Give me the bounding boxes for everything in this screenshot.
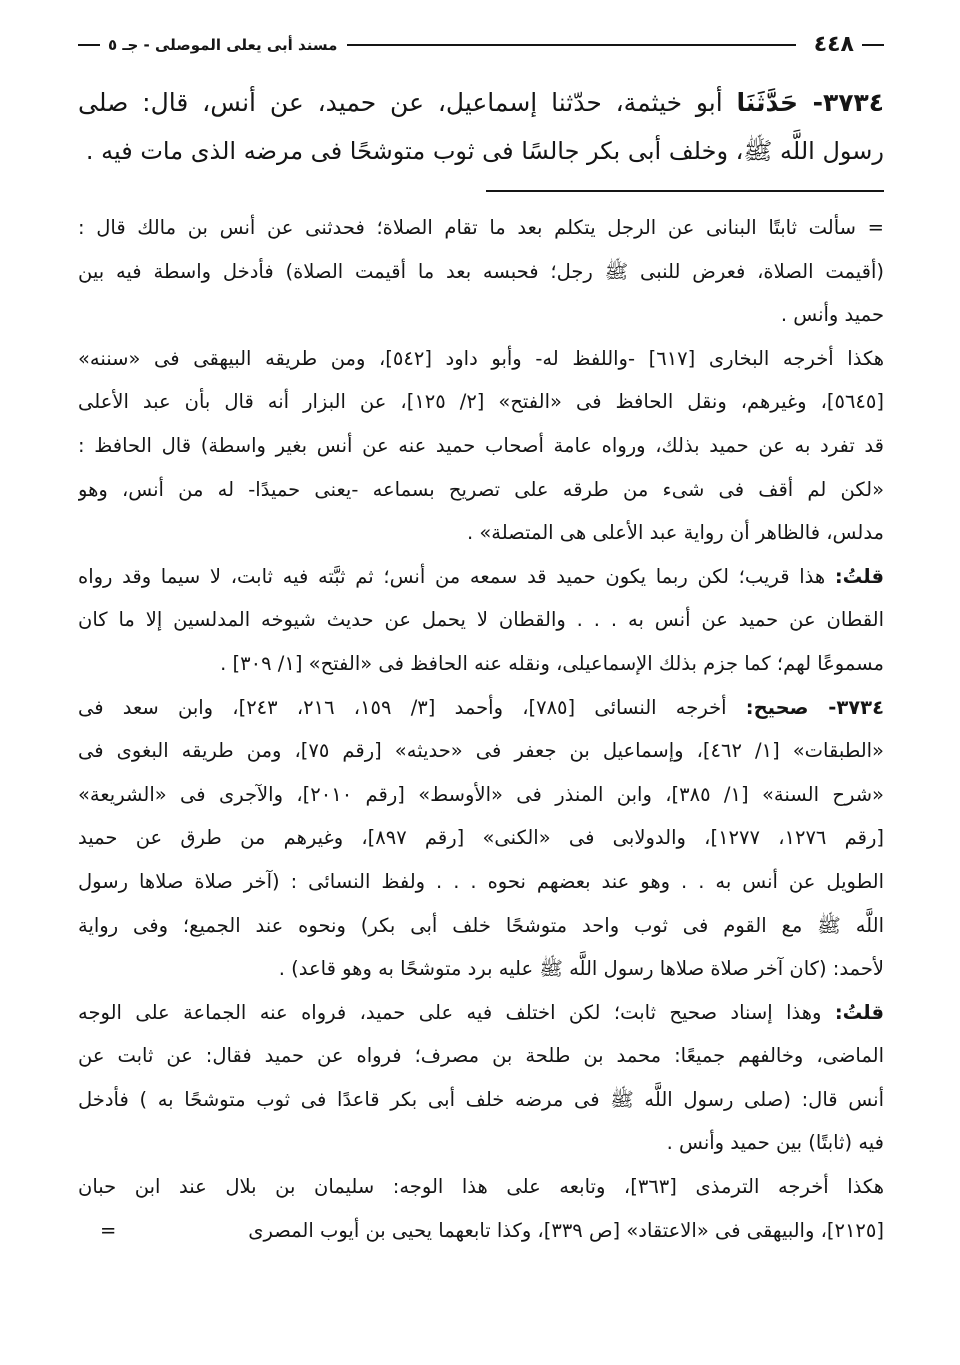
footnote-line-text: هكذا أخرجه الترمذى [٣٦٣]، وتابعه على هذا الوجه: سليمان بن بلال عند ابن حبان xyxy=(78,1175,884,1199)
footnote-line-text: وهذا إسناد صحيح ثابت؛ لكن اختلف فيه على حميد، فرواه عنه الجماعة على الوجه xyxy=(78,1000,835,1024)
hadith-grade-label: ٣٧٣٤- صحيح: xyxy=(745,695,884,719)
footnote-line-text: الماضى، وخالفهم جميعًا: محمد بن طلحة بن مصرف؛ فرواه عن حميد فقال: عن ثابت عن xyxy=(78,1044,884,1068)
continuation-mark: = xyxy=(100,1218,117,1242)
footnote-line xyxy=(78,773,884,817)
footnote-line xyxy=(78,468,884,512)
footnote-line xyxy=(78,293,884,337)
footnote-separator xyxy=(486,190,884,192)
hadith-line-text: رسول اللَّه ﷺ، وخلف أبى بكر جالسًا فى ثوب متوشحًا فى مرضه الذى مات فيه . xyxy=(85,137,884,165)
footnote-line-text: حميد وأنس . xyxy=(780,303,884,327)
footnote-line xyxy=(78,1209,884,1253)
page-number: ٤٤٨ xyxy=(813,32,854,57)
hadith-line-text: أبو خيثمة، حدّثنا إسماعيل، عن حميد، عن أنس، قال: صلى xyxy=(78,88,737,117)
hadith-line xyxy=(78,78,884,127)
hadith-line xyxy=(78,127,884,176)
footnote-line-text: «الطبقات» [١/ ٤٦٢]، وإسماعيل بن جعفر فى «حديثه» [رقم ٧٥]، ومن طريقه البغوى فى xyxy=(78,739,884,763)
footnote-line-text: هكذا أخرجه البخارى [٦١٧] -واللفظ له- وأبو داود [٥٤٢]، ومن طريقه البيهقى فى «سننه» xyxy=(78,346,884,370)
footnote-line xyxy=(78,511,884,555)
hadith-number-lead: ٣٧٣٤- حَدَّثَنَا xyxy=(736,88,884,117)
footnote-line-text: مسموعًا لهم؛ كما جزم بذلك الإسماعيلى، ونقله عنه الحافظ فى «الفتح» [١/ ٣٠٩] . xyxy=(220,651,884,675)
footnote-line xyxy=(78,860,884,904)
footnote-line-text: (أقيمت الصلاة، فعرض للنبى ﷺ رجل؛ فحبسه بعد ما أقيمت الصلاة) فأدخل واسطة فيه بين xyxy=(78,259,884,283)
header-dash-right xyxy=(862,44,884,46)
footnote-line-text: مدلس، فالظاهر أن رواية عبد الأعلى هى المتصلة» . xyxy=(466,521,884,545)
footnotes xyxy=(78,206,884,1252)
hadith-text xyxy=(78,78,884,176)
running-title: مسند أبى يعلى الموصلى - جـ ٥ xyxy=(108,36,338,54)
footnote-line-text: أنس قال: (صلى رسول اللَّه ﷺ فى مرضه خلف أبى بكر قاعدًا فى ثوب متوشحًا به ) فأدخل xyxy=(78,1087,884,1111)
footnote-line xyxy=(78,904,884,948)
footnote-line xyxy=(78,555,884,599)
footnote-line xyxy=(78,424,884,468)
footnote-line xyxy=(78,1165,884,1209)
footnote-line-text: هذا قريب؛ لكن ربما يكون حميد قد سمعه من أنس؛ ثم ثبَّته فيه ثابت، لا سيما وقد رواه xyxy=(78,564,835,588)
footnote-line xyxy=(78,1121,884,1165)
header-dash-left xyxy=(78,44,100,46)
header-rule xyxy=(347,44,795,46)
footnote-line xyxy=(78,642,884,686)
footnote-line xyxy=(78,991,884,1035)
footnote-line xyxy=(78,686,884,730)
footnote-line-text: لأحمد: (كان آخر صلاة صلاها رسول اللَّه ﷺ عليه برد متوشحًا به وهو قاعد) . xyxy=(278,957,884,981)
footnote-line-text: أخرجه النسائى [٧٨٥]، وأحمد [٣/ ١٥٩، ٢١٦، ٢٤٣]، وابن سعد فى xyxy=(78,695,746,719)
footnote-line-text: قد تفرد به عن حميد بذلك، ورواه عامة أصحاب حميد عنه عن أنس بغير واسطة) قال الحافظ : xyxy=(78,433,884,457)
footnote-line xyxy=(78,206,884,250)
footnote-line-text: «شرح السنة» [١/ ٣٨٥]، وابن المنذر فى «الأوسط» [رقم ٢٠١٠]، والآجرى فى «الشريعة» xyxy=(78,782,884,806)
footnote-line xyxy=(78,380,884,424)
footnote-line-text: فيه (ثابتًا) بين حميد وأنس . xyxy=(666,1131,884,1155)
remark-label: قلتُ: xyxy=(834,1000,884,1024)
footnote-line xyxy=(78,1034,884,1078)
remark-label: قلتُ: xyxy=(834,564,884,588)
footnote-line xyxy=(78,947,884,991)
footnote-line-text: = سألت ثابتًا البنانى عن الرجل يتكلم بعد ما تقام الصلاة؛ فحدثنى عن أنس بن مالك قال : xyxy=(78,216,884,239)
footnote-line-text: [٢١٢٥]، والبيهقى فى «الاعتقاد» [ص ٣٣٩]، وكذا تابعهما يحيى بن أيوب المصرى xyxy=(248,1218,884,1242)
footnote-line xyxy=(78,598,884,642)
footnote-line xyxy=(78,816,884,860)
footnote-line xyxy=(78,729,884,773)
footnote-line xyxy=(78,337,884,381)
footnote-line-text: [رقم ١٢٧٦، ١٢٧٧]، والدولابى فى «الكنى» [رقم ٨٩٧]، وغيرهم من طرق عن حميد xyxy=(78,826,884,850)
page-header xyxy=(78,30,884,60)
footnote-line-text: القطان عن حميد عن أنس به . . . والقطان لا يحمل عن حديث شيوخه المدلسين إلا ما كان xyxy=(78,608,884,632)
footnote-line-text: الطويل عن أنس به . . وهو عند بعضهم نحوه . . . ولفظ النسائى : (آخر صلاة صلاها رسول xyxy=(78,869,884,893)
footnote-line-text: [٥٦٤٥]، وغيرهم، ونقل الحافظ فى «الفتح» [٢/ ١٢٥]، عن البزار أنه قال بأن عبد الأعلى xyxy=(78,390,884,414)
footnote-line xyxy=(78,1078,884,1122)
footnote-line-text: «لكن لم أقف فى شىء من طرقه على تصريح بسماعه -يعنى حميدًا- له من أنس، وهو xyxy=(78,477,884,501)
footnote-line-text: اللَّه ﷺ مع القوم فى ثوب واحد متوشحًا خلف أبى بكر) ونحوه عند الجميع؛ وفى رواية xyxy=(78,913,884,937)
footnote-line xyxy=(78,250,884,294)
